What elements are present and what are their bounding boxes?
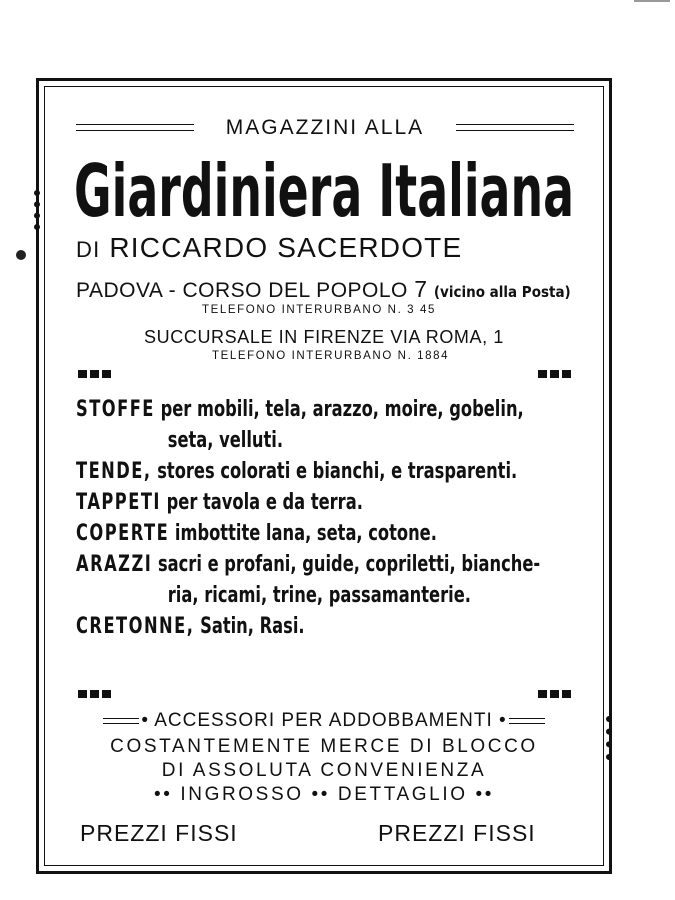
address-street: CORSO DEL POPOLO xyxy=(182,279,408,302)
goods-keyword: ARAZZI xyxy=(76,552,153,577)
address-line: PADOVA - CORSO DEL POPOLO 7 (vicino alla Posta) xyxy=(76,276,571,302)
goods-desc: imbottite lana, seta, cotone. xyxy=(174,521,437,546)
goods-item-tappeti xyxy=(76,487,540,518)
address-note: (vicino alla Posta) xyxy=(433,283,571,301)
goods-desc: per mobili, tela, arazzo, moire, gobelin, xyxy=(160,397,524,422)
goods-item-stoffe xyxy=(76,394,540,425)
goods-item-cretonne xyxy=(76,611,540,642)
accessories-text: ACCESSORI PER ADDOBBAMENTI xyxy=(154,710,493,731)
branch-city: FIRENZE xyxy=(303,327,385,347)
goods-list xyxy=(76,394,540,642)
header-pretitle: MAGAZZINI ALLA xyxy=(225,116,425,139)
goods-desc: per tavola e da terra. xyxy=(166,490,363,515)
goods-item-stoffe-cont xyxy=(76,425,540,456)
branch-phone xyxy=(212,350,449,362)
bullet-group-bottom-left xyxy=(78,690,111,698)
address-phone xyxy=(202,304,436,316)
store-title-text: Giardiniera Italiana xyxy=(74,150,574,230)
owner-line xyxy=(76,232,462,264)
owner-prefix: DI xyxy=(76,237,101,262)
branch-street: VIA ROMA, 1 xyxy=(390,327,504,347)
branch-label: SUCCURSALE IN xyxy=(144,327,298,347)
goods-item-arazzi-cont xyxy=(76,580,540,611)
address-phone-label: TELEFONO INTERURBANO N. xyxy=(202,304,403,316)
address-phone-number: 3 45 xyxy=(407,304,436,316)
accessories-line: • ACCESSORI PER ADDOBBAMENTI • xyxy=(44,710,604,732)
goods-desc: stores colorati e bianchi, e trasparenti. xyxy=(157,459,518,484)
stock-line: COSTANTEMENTE MERCE DI BLOCCO xyxy=(110,736,538,757)
goods-keyword: STOFFE xyxy=(76,397,155,422)
address-city: PADOVA xyxy=(76,279,163,302)
retail-text: DETTAGLIO xyxy=(337,784,468,805)
goods-desc-cont: ria, ricami, trine, passamanterie. xyxy=(167,583,471,608)
store-title xyxy=(74,150,576,230)
goods-keyword: COPERTE xyxy=(76,521,170,546)
goods-keyword: CRETONNE, xyxy=(76,614,195,639)
wholesale-text: INGROSSO xyxy=(180,784,304,805)
branch-line xyxy=(44,327,604,348)
goods-desc: Satin, Rasi. xyxy=(200,614,305,639)
double-rule-left xyxy=(103,718,139,724)
fixed-prices-left: PREZZI FISSI xyxy=(80,820,238,846)
goods-desc-cont: seta, velluti. xyxy=(167,428,284,453)
goods-item-arazzi xyxy=(76,549,540,580)
branch-phone-label: TELEFONO INTERURBANO N. xyxy=(212,350,413,362)
header-rule-right xyxy=(456,124,574,131)
fixed-prices-right: PREZZI FISSI xyxy=(378,820,536,846)
sales-line: •• INGROSSO •• DETTAGLIO •• xyxy=(153,784,494,805)
bullet-group-top-right xyxy=(538,370,571,378)
bullet-group-bottom-right xyxy=(538,690,571,698)
goods-item-coperte xyxy=(76,518,540,549)
address-number: 7 xyxy=(414,276,428,302)
bullet-group-top-left xyxy=(78,370,111,378)
convenience-line: DI ASSOLUTA CONVENIENZA xyxy=(161,760,487,781)
branch-phone-number: 1884 xyxy=(417,350,450,362)
goods-desc: sacri e profani, guide, copriletti, bianche- xyxy=(157,552,541,577)
goods-keyword: TENDE, xyxy=(76,459,152,484)
goods-item-tende xyxy=(76,456,540,487)
header-rule-left xyxy=(76,124,194,131)
double-rule-right xyxy=(509,718,545,724)
owner-name: RICCARDO SACERDOTE xyxy=(109,232,463,263)
goods-keyword: TAPPETI xyxy=(76,490,161,515)
